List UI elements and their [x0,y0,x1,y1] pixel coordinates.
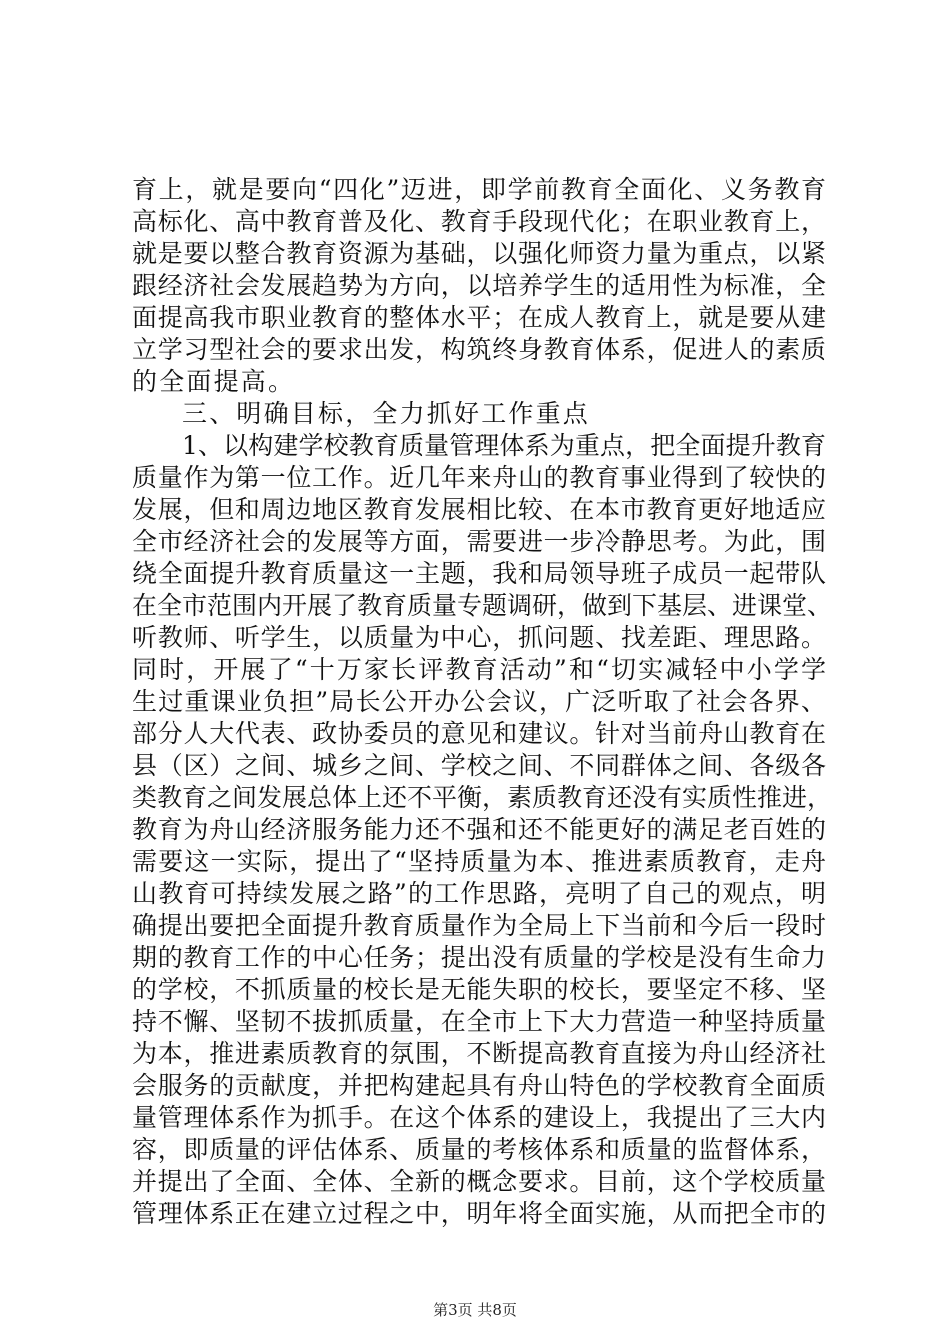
text-line: 期的教育工作的中心任务；提出没有质量的学校是没有生命力 [132,943,826,972]
text-line: 就是要以整合教育资源为基础，以强化师资力量为重点，以紧 [132,239,826,268]
text-line: 需要这一实际，提出了“坚持质量为本、推进素质教育，走舟 [132,847,826,876]
text-line: 山教育可持续发展之路”的工作思路，亮明了自己的观点，明 [132,879,826,908]
text-line: 面提高我市职业教育的整体水平；在成人教育上，就是要从建 [132,303,826,332]
body-text [132,174,833,1230]
text-line: 类教育之间发展总体上还不平衡，素质教育还没有实质性推进， [132,783,833,812]
text-line: 为本，推进素质教育的氛围，不断提高教育直接为舟山经济社 [132,1039,826,1068]
text-line: 管理体系正在建立过程之中，明年将全面实施，从而把全市的 [132,1199,826,1228]
text-line: 全市经济社会的发展等方面，需要进一步冷静思考。为此，围 [132,527,826,556]
page-footer: 第3页 共8页 [433,1301,517,1319]
text-line: 立学习型社会的要求出发，构筑终身教育体系，促进人的素质 [132,335,826,364]
text-line: 发展，但和周边地区教育发展相比较、在本市教育更好地适应 [132,495,826,524]
text-line: 的学校，不抓质量的校长是无能失职的校长，要坚定不移、坚 [132,975,826,1004]
text-line: 教育为舟山经济服务能力还不强和还不能更好的满足老百姓的 [132,815,826,844]
text-line: 会服务的贡献度，并把构建起具有舟山特色的学校教育全面质 [132,1071,826,1100]
text-line: 县（区）之间、城乡之间、学校之间、不同群体之间、各级各 [132,751,826,780]
text-line: 生过重课业负担”局长公开办公会议，广泛听取了社会各界、 [132,687,826,716]
text-line: 的全面提高。 [132,367,296,396]
text-line: 部分人大代表、政协委员的意见和建议。针对当前舟山教育在 [132,719,826,748]
text-line: 量管理体系作为抓手。在这个体系的建设上，我提出了三大内 [132,1103,826,1132]
text-line: 1、以构建学校教育质量管理体系为重点，把全面提升教育 [182,431,826,460]
text-line: 三、明确目标，全力抓好工作重点 [182,399,591,428]
text-line: 容，即质量的评估体系、质量的考核体系和质量的监督体系， [132,1135,826,1164]
text-line: 绕全面提升教育质量这一主题，我和局领导班子成员一起带队 [132,559,826,588]
text-line: 在全市范围内开展了教育质量专题调研，做到下基层、进课堂、 [132,591,833,620]
text-line: 质量作为第一位工作。近几年来舟山的教育事业得到了较快的 [132,463,826,492]
text-line: 跟经济社会发展趋势为方向，以培养学生的适用性为标准，全 [132,271,826,300]
text-line: 听教师、听学生，以质量为中心，抓问题、找差距、理思路。 [132,623,826,652]
text-line: 确提出要把全面提升教育质量作为全局上下当前和今后一段时 [132,911,826,940]
text-line: 同时，开展了“十万家长评教育活动”和“切实减轻中小学学 [132,655,826,684]
text-line: 育上，就是要向“四化”迈进，即学前教育全面化、义务教育 [132,175,826,204]
text-line: 并提出了全面、全体、全新的概念要求。目前，这个学校质量 [132,1167,826,1196]
text-line: 高标化、高中教育普及化、教育手段现代化；在职业教育上， [132,207,826,236]
text-line: 持不懈、坚韧不拔抓质量，在全市上下大力营造一种坚持质量 [132,1007,826,1036]
